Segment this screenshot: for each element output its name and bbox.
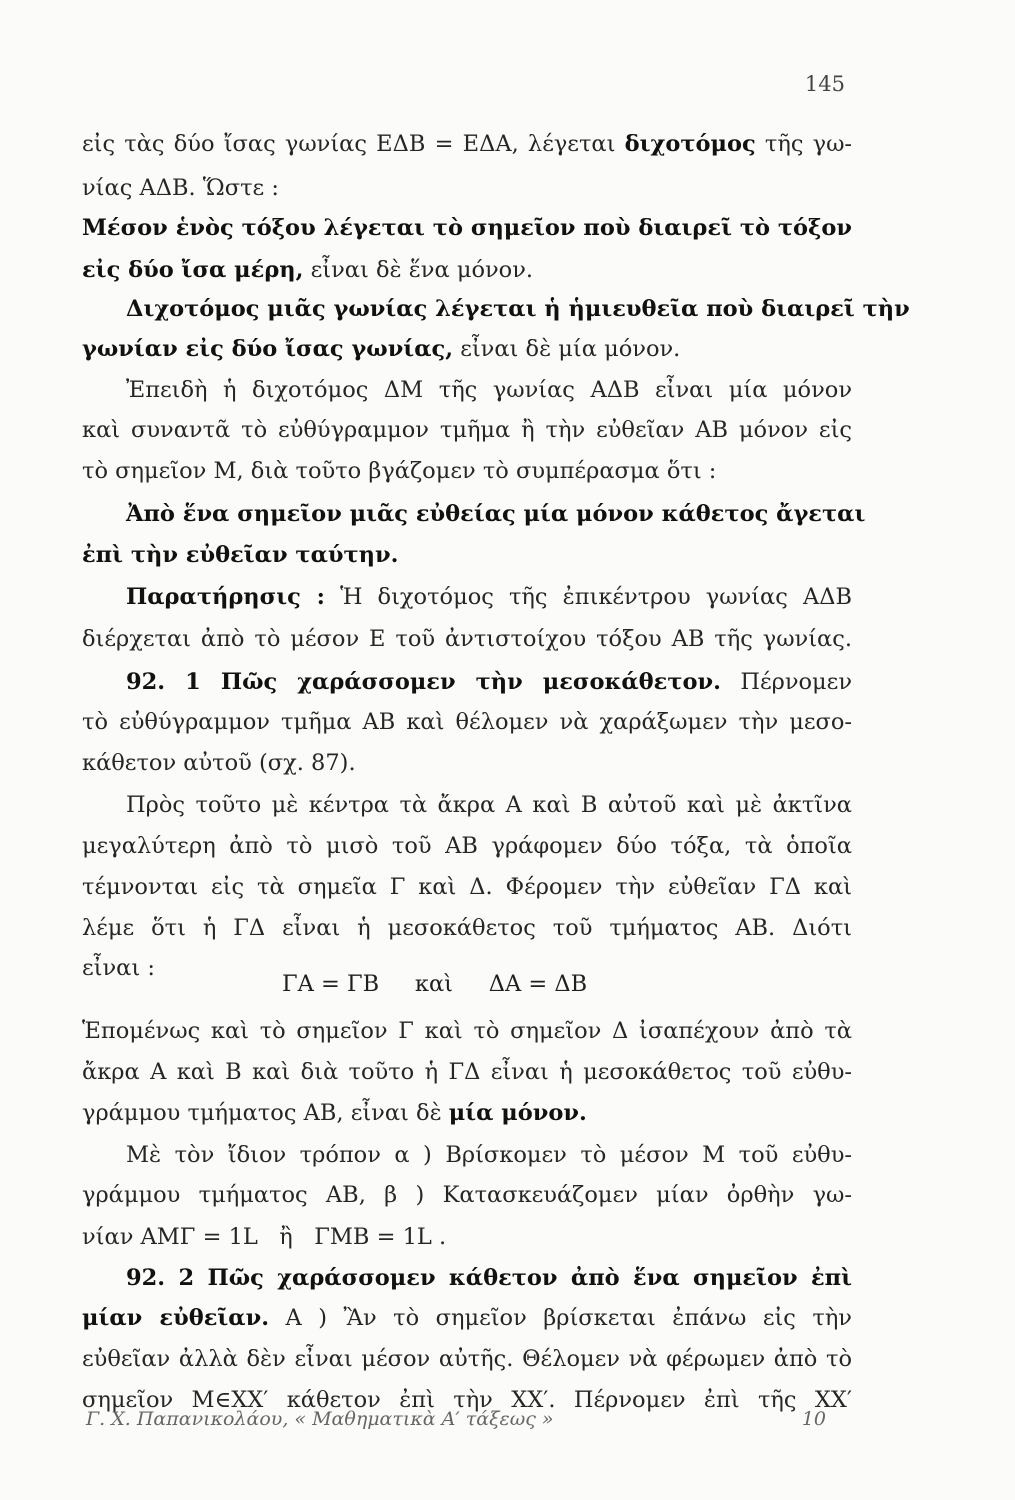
text-line: Ἀπὸ ἕνα σημεῖον μιᾶς εὐθείας μία μόνον κάθετος ἄγεται (126, 501, 866, 527)
text-line: γράμμου τμήματος ΑΒ, εἶναι δὲ μία μόνον. (82, 1100, 587, 1126)
text-line: Παρατήρησις : Ἡ διχοτόμος τῆς ἐπικέντρου γωνίας ΑΔΒ (126, 584, 852, 610)
text-line: τὸ εὐθύγραμμον τμῆμα ΑΒ καὶ θέλομεν νὰ χαράξωμεν τὴν μεσο- (82, 709, 852, 735)
equation: ΓΑ = ΓΒ καὶ ΔΑ = ΔΒ (282, 971, 588, 997)
page-footer (86, 1408, 826, 1430)
text-line: Διχοτόμος μιᾶς γωνίας λέγεται ἡ ἡμιευθεῖα ποὺ διαιρεῖ τὴν (126, 296, 910, 322)
text-line: εἶναι : (82, 955, 155, 981)
section-heading: 92. 2 Πῶς χαράσσομεν κάθετον ἀπὸ ἕνα σημεῖον ἐπὶ (126, 1265, 852, 1291)
text-line: καὶ συναντᾶ τὸ εὐθύγραμμον τμῆμα ἢ τὴν εὐθεῖαν ΑΒ μόνον εἰς (82, 417, 852, 443)
text-line: ἐπὶ τὴν εὐθεῖαν ταύτην. (82, 542, 399, 568)
section-heading: 92. 1 Πῶς χαράσσομεν τὴν μεσοκάθετον. Πέρνομεν (126, 669, 853, 695)
text-line: λέμε ὅτι ἡ ΓΔ εἶναι ἡ μεσοκάθετος τοῦ τμήματος ΑΒ. Διότι (82, 915, 852, 941)
text-line: κάθετον αὐτοῦ (σχ. 87). (82, 750, 356, 776)
text-line: σημεῖον Μ∈ΧΧ′ κάθετον ἐπὶ τὴν ΧΧ′. Πέρνομεν ἐπὶ τῆς ΧΧ′ (82, 1387, 852, 1413)
text-line: νίας ΑΔΒ. Ὥστε : (82, 175, 279, 201)
footer-page-number: 10 (801, 1408, 826, 1430)
footer-text: Γ. Χ. Παπανικολάου, « Μαθηματικὰ Α′ τάξεως » (86, 1408, 554, 1430)
page-number: 145 (804, 72, 845, 96)
text-line: Ἑπομένως καὶ τὸ σημεῖον Γ καὶ τὸ σημεῖον Δ ἰσαπέχουν ἀπὸ τὰ (82, 1018, 852, 1044)
text-line: εἰς τὰς δύο ἴσας γωνίας ΕΔΒ = ΕΔΑ, λέγεται διχοτόμος τῆς γω- (82, 131, 853, 157)
text-line: Μέσον ἑνὸς τόξου λέγεται τὸ σημεῖον ποὺ διαιρεῖ τὸ τόξον (82, 215, 852, 241)
text-line: Ἐπειδὴ ἡ διχοτόμος ΔΜ τῆς γωνίας ΑΔΒ εἶναι μία μόνον (126, 377, 852, 403)
text-line: τὸ σημεῖον Μ, διὰ τοῦτο βγάζομεν τὸ συμπέρασμα ὅτι : (82, 458, 717, 484)
text-line: μεγαλύτερη ἀπὸ τὸ μισὸ τοῦ ΑΒ γράφομεν δύο τόξα, τὰ ὁποῖα (82, 833, 852, 859)
text-line: νίαν ΑΜΓ = 1L ἢ ΓΜΒ = 1L . (82, 1224, 447, 1250)
text-line: Πρὸς τοῦτο μὲ κέντρα τὰ ἄκρα Α καὶ Β αὐτοῦ καὶ μὲ ἀκτῖνα (126, 792, 852, 818)
text-line: μίαν εὐθεῖαν. Α ) Ἂν τὸ σημεῖον βρίσκεται ἐπάνω εἰς τὴν (82, 1305, 852, 1331)
text-line: διέρχεται ἀπὸ τὸ μέσον Ε τοῦ ἀντιστοίχου τόξου ΑΒ τῆς γωνίας. (82, 626, 852, 652)
text-line: γράμμου τμήματος ΑΒ, β ) Κατασκευάζομεν μίαν ὀρθὴν γω- (82, 1182, 852, 1208)
text-line: γωνίαν εἰς δύο ἴσας γωνίας, εἶναι δὲ μία μόνον. (82, 336, 681, 362)
text-line: εὐθεῖαν ἀλλὰ δὲν εἶναι μέσον αὐτῆς. Θέλομεν νὰ φέρωμεν ἀπὸ τὸ (82, 1346, 852, 1372)
text-line: ἄκρα Α καὶ Β καὶ διὰ τοῦτο ἡ ΓΔ εἶναι ἡ μεσοκάθετος τοῦ εὐθυ- (82, 1059, 852, 1085)
text-line: τέμνονται εἰς τὰ σημεῖα Γ καὶ Δ. Φέρομεν τὴν εὐθεῖαν ΓΔ καὶ (82, 874, 852, 900)
text-line: εἰς δύο ἴσα μέρη, εἶναι δὲ ἕνα μόνον. (82, 257, 534, 283)
text-line: Μὲ τὸν ἴδιον τρόπον α ) Βρίσκομεν τὸ μέσον Μ τοῦ εὐθυ- (126, 1142, 852, 1168)
